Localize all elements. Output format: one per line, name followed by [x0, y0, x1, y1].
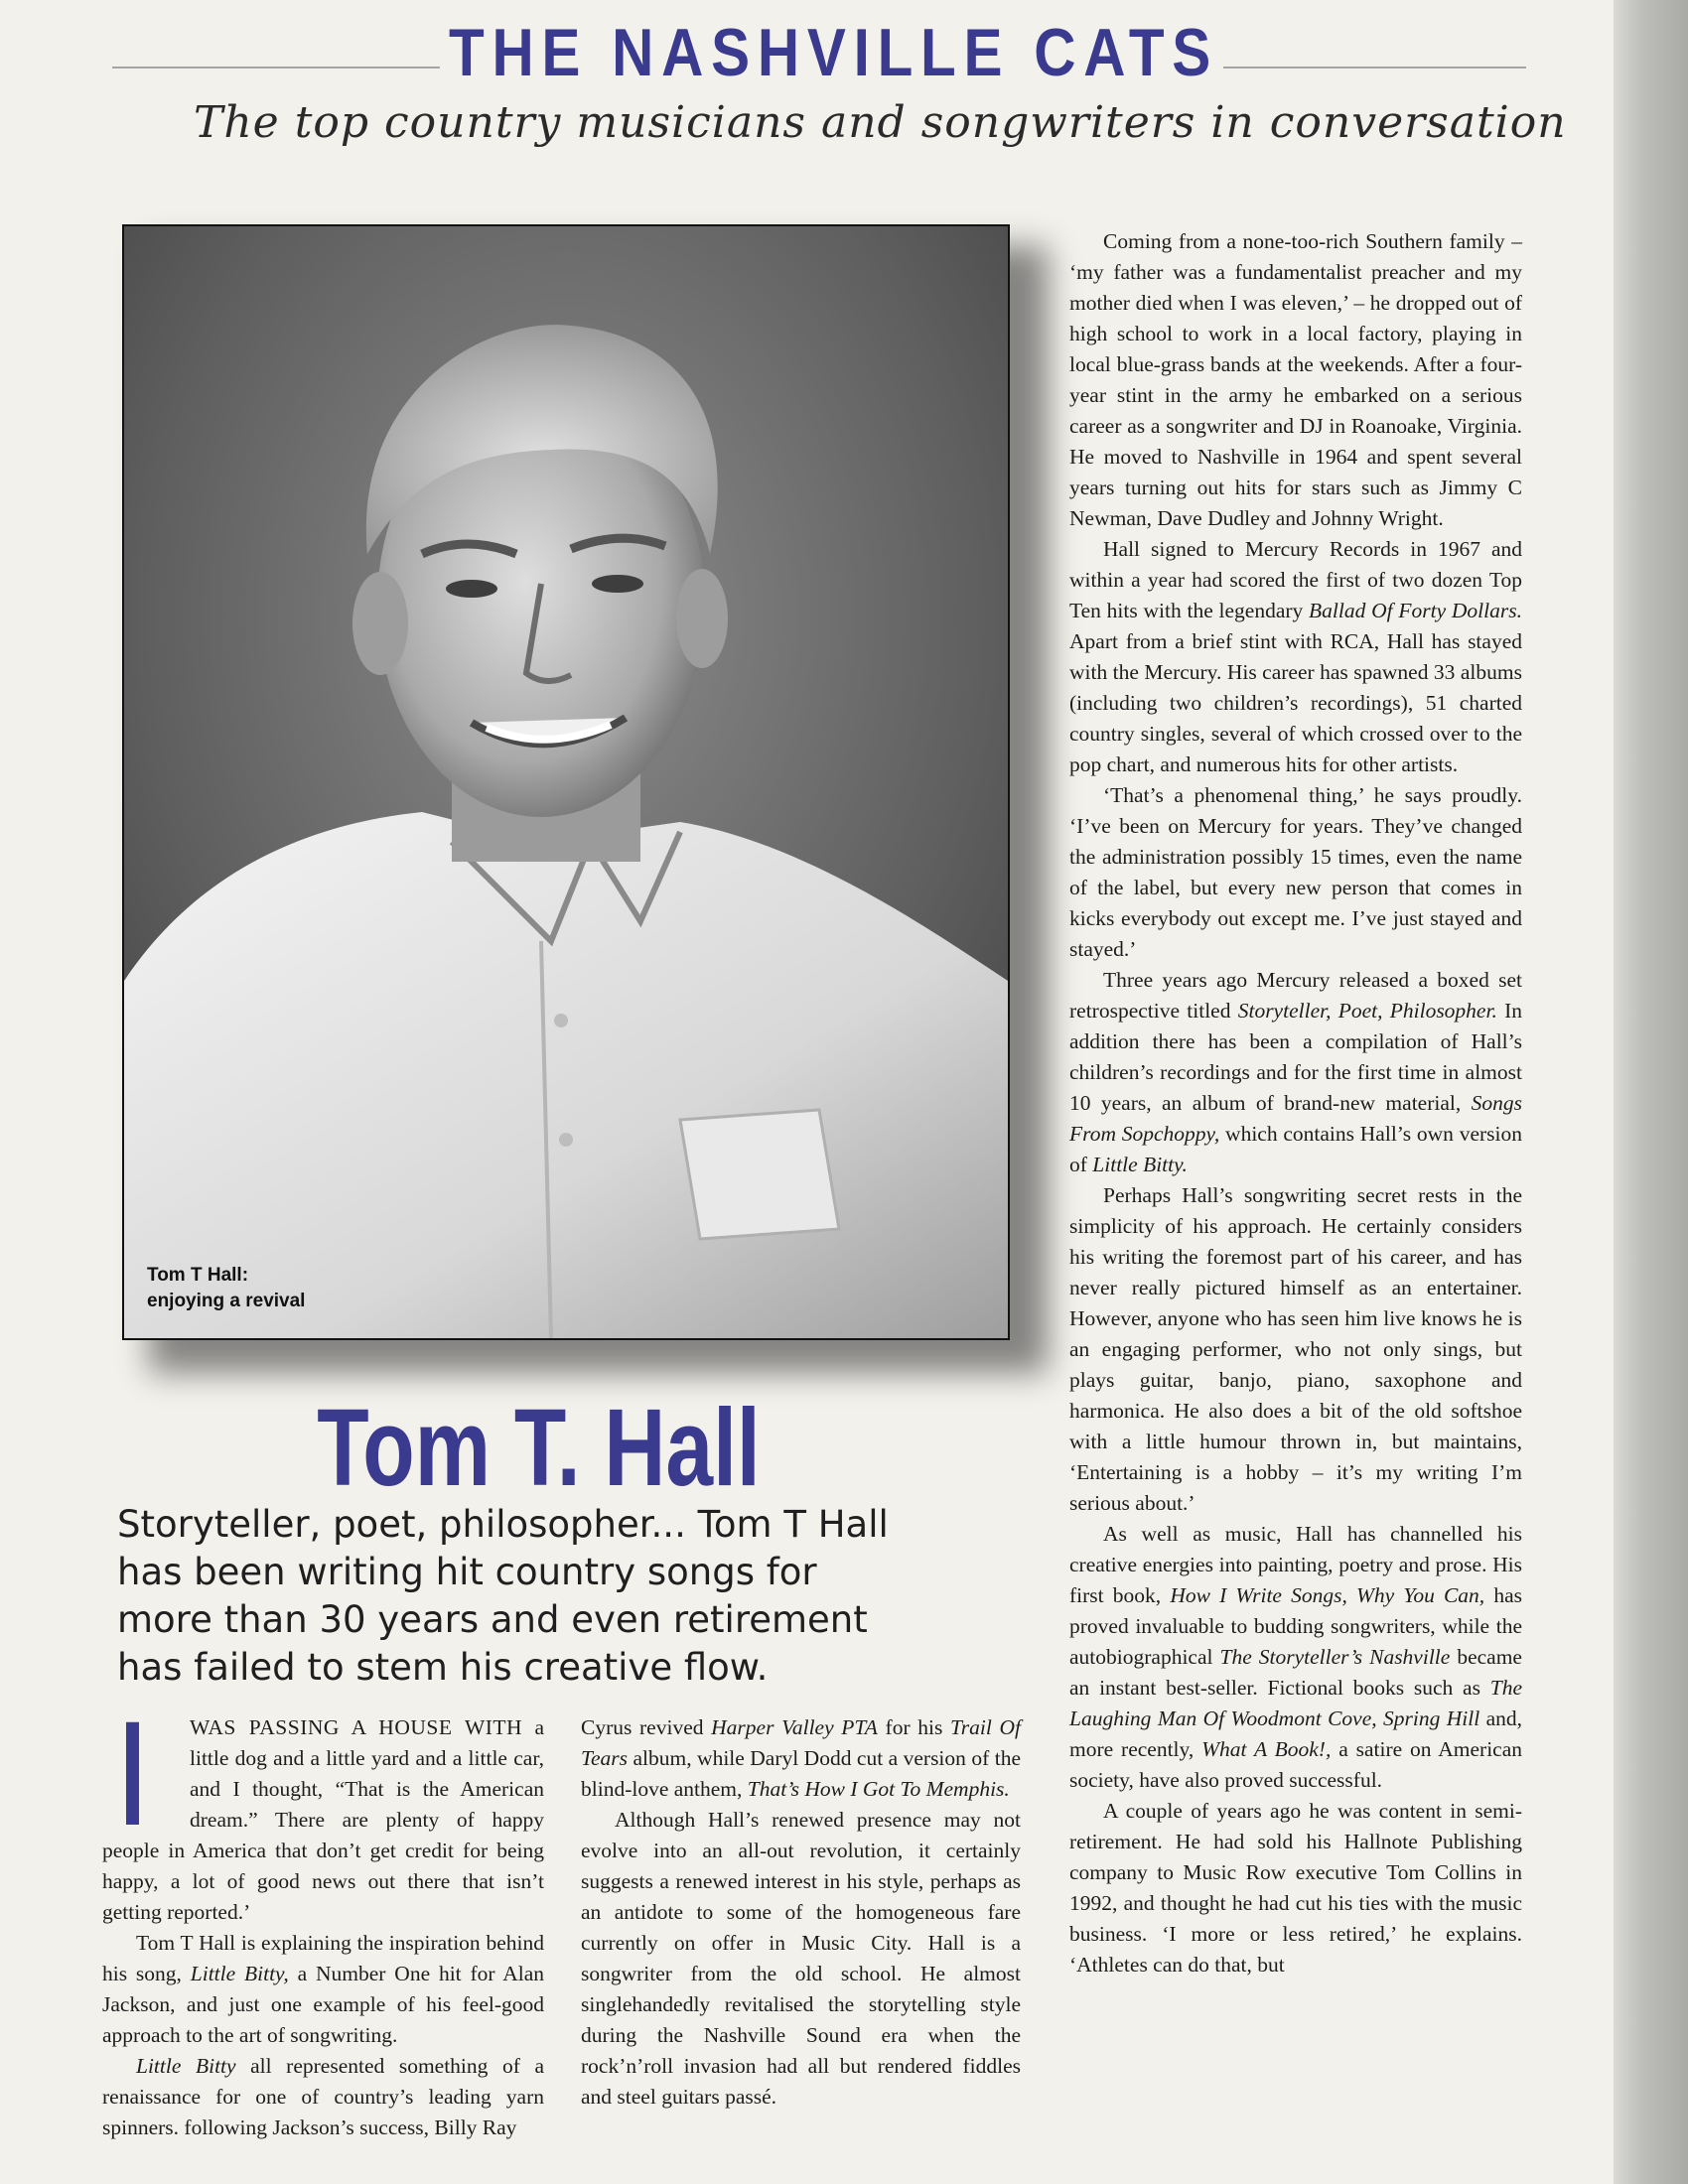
- paragraph-text: In addition there has been a compilation of Hall’s children’s recordings and for the first time in almost 10 years, an album of brand-new material,: [1069, 999, 1523, 1115]
- drop-cap: I: [120, 1690, 146, 1856]
- paragraph: [1069, 534, 1522, 780]
- paragraph-text: As well as music, Hall has channelled his creative energies into painting, poetry and prose. His first book,: [1069, 1522, 1522, 1607]
- paragraph-text: a satire on American society, have also proved successful.: [1069, 1737, 1523, 1792]
- body-column-2: [581, 1712, 1021, 2113]
- photo-caption: [147, 1263, 305, 1314]
- song-title: Little Bitty.: [1092, 1153, 1188, 1176]
- article-deck: [117, 1501, 1055, 1692]
- paragraph: Although Hall’s renewed presence may not evolve into an all-out revolution, it certainly suggests a renewed interest in his style, perhaps as an antidote to some of the homogeneous fare currently on offer in Music City. Hall is a songwriter from the old school. He almost singlehandedly revitalised the storytelling style during the Nashville Sound era when the rock’n’roll invasion had all but rendered fiddles and steel guitars passé.: [581, 1808, 1021, 2109]
- paragraph: [102, 1928, 544, 2051]
- paragraph-text: a little dog and a little yard and a little car, and I thought, “That is the American dream.” There are plenty of happy people in America that don’t get credit for being happy, a lot of good news out there that isn’t getting reported.’: [102, 1715, 544, 1924]
- header-rule-left: [112, 67, 440, 68]
- article-headline: Tom T. Hall: [317, 1387, 761, 1509]
- album-title: Trail Of Tears: [581, 1715, 1021, 1770]
- paragraph: [1069, 965, 1522, 1180]
- album-title: Storyteller, Poet, Philosopher.: [1237, 999, 1497, 1023]
- book-title: How I Write Songs, Why You Can,: [1170, 1583, 1485, 1607]
- paragraph-text: album, while Daryl Dodd cut a version of the blind-love anthem,: [581, 1746, 1021, 1801]
- paragraph: Coming from a none-too-rich Southern family – ‘my father was a fundamentalist preacher and my mother died when I was eleven,’ – he dropped out of high school to work in a local factory, playing in local blue-grass bands at the weekends. After a four-year stint in the army he embarked on a serious career as a songwriter and DJ in Roanoake, Virginia. He moved to Nashville in 1964 and spent several years turning out hits for stars such as Jimmy C Newman, Dave Dudley and Johnny Wright.: [1069, 229, 1522, 530]
- lead-in-caps: WAS PASSING A HOUSE WITH: [190, 1715, 523, 1739]
- paragraph-text: Tom T Hall is explaining the inspiration behind his song,: [102, 1931, 544, 1985]
- book-title: The Laughing Man Of Woodmont Cove, Spring Hill: [1069, 1676, 1522, 1730]
- portrait-illustration: [124, 226, 1008, 1338]
- paragraph: Perhaps Hall’s songwriting secret rests in the simplicity of his approach. He certainly considers his writing the foremost part of his career, and has never really pictured himself as an entertainer. However, anyone who has seen him live knows he is an engaging performer, who not only sings, but plays guitar, banjo, piano, saxophone and harmonica. He also does a bit of the old softshoe with a little humour thrown in, but maintains, ‘Entertaining is a hobby – it’s my writing I’m serious about.’: [1069, 1183, 1522, 1515]
- song-title: Little Bitty: [136, 2054, 236, 2078]
- header-rule-right: [1223, 67, 1526, 68]
- book-title: The Storyteller’s Nashville: [1219, 1645, 1451, 1669]
- body-column-3: [1069, 226, 1522, 1980]
- paragraph: [102, 2051, 544, 2143]
- paragraph-text: Apart from a brief stint with RCA, Hall has stayed with the Mercury. His career has spawned 33 albums (including two children’s recordings), 51 charted country singles, several of which crossed over to the pop chart, and numerous hits for other artists.: [1069, 629, 1522, 776]
- paragraph-text: for his: [877, 1715, 951, 1739]
- paragraph-text: which contains Hall’s own version of: [1069, 1122, 1522, 1176]
- paragraph: [581, 1712, 1021, 1805]
- caption-line-2: enjoying a revival: [147, 1291, 306, 1311]
- section-subtitle: The top country musicians and songwriters in conversation: [194, 97, 1567, 148]
- paragraph-text: became an instant best-seller. Fictional books such as: [1069, 1645, 1522, 1700]
- deck-line: more than 30 years and even retirement: [117, 1598, 868, 1641]
- paragraph-text: Hall signed to Mercury Records in 1967 and within a year had scored the first of two dozen Top Ten hits with the legendary: [1069, 537, 1522, 622]
- song-title: Little Bitty,: [190, 1962, 289, 1985]
- deck-line: Storyteller, poet, philosopher... Tom T Hall: [117, 1503, 889, 1546]
- section-title: THE NASHVILLE CATS: [449, 15, 1219, 90]
- page-edge-shadow: [1614, 0, 1688, 2184]
- deck-line: has been writing hit country songs for: [117, 1551, 817, 1593]
- paragraph: ‘That’s a phenomenal thing,’ he says proudly. ‘I’ve been on Mercury for years. They’ve changed the administration possibly 15 times, even the name of the label, but every new person that comes in kicks everybody out except me. I’ve just stayed and stayed.’: [1069, 783, 1522, 961]
- paragraph: A couple of years ago he was content in semi-retirement. He had sold his Hallnote Publishing company to Music Row executive Tom Collins in 1992, and thought he had cut his ties with the music business. ‘I more or less retired,’ he explains. ‘Athletes can do that, but: [1069, 1799, 1522, 1977]
- paragraph-text: all represented something of a renaissance for one of country’s leading yarn spinners. following Jackson’s success, Billy Ray: [102, 2054, 544, 2139]
- caption-line-1: Tom T Hall:: [147, 1265, 249, 1286]
- song-title: Harper Valley PTA: [711, 1715, 878, 1739]
- paragraph-text: has proved invaluable to budding songwriters, while the autobiographical: [1069, 1583, 1522, 1669]
- paragraph-text: a Number One hit for Alan Jackson, and just one example of his feel-good approach to the art of songwriting.: [102, 1962, 544, 2047]
- portrait-photo: [122, 224, 1010, 1340]
- paragraph-text: Cyrus revived: [581, 1715, 712, 1739]
- paragraph-text: Three years ago Mercury released a boxed set retrospective titled: [1069, 968, 1522, 1023]
- song-title: Ballad Of Forty Dollars.: [1309, 599, 1522, 622]
- paragraph: [102, 1690, 544, 1928]
- album-title: Songs From Sopchoppy,: [1069, 1091, 1522, 1146]
- body-column-1: [102, 1690, 544, 2143]
- song-title: That’s How I Got To Memphis.: [747, 1777, 1010, 1801]
- deck-line: has failed to stem his creative flow.: [117, 1646, 769, 1689]
- book-title: What A Book!,: [1201, 1737, 1332, 1761]
- paragraph: [1069, 1519, 1522, 1796]
- paragraph-text: and, more recently,: [1069, 1706, 1522, 1761]
